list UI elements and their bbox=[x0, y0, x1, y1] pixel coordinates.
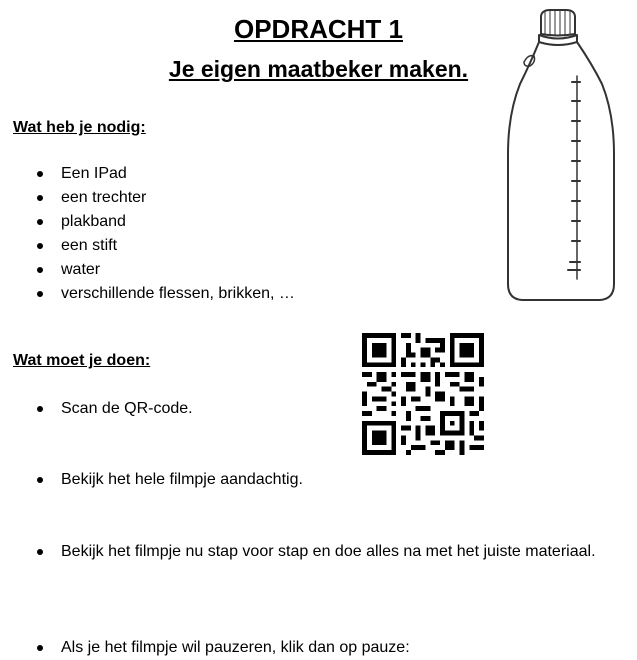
list-item: plakband bbox=[0, 210, 340, 234]
page-subtitle: Je eigen maatbeker maken. bbox=[168, 56, 469, 82]
needs-list bbox=[0, 162, 340, 306]
list-item: Als je het filmpje wil pauzeren, klik dan op pauze: bbox=[0, 636, 601, 660]
steps-list bbox=[0, 397, 600, 656]
needs-heading: Wat heb je nodig: bbox=[13, 119, 146, 136]
list-item: Bekijk het hele filmpje aandachtig. bbox=[0, 468, 601, 492]
list-item: Bekijk het filmpje nu stap voor stap en doe alles na met het juiste materiaal. bbox=[0, 540, 601, 564]
measuring-bottle-icon bbox=[500, 4, 625, 304]
list-item: Een IPad bbox=[0, 162, 340, 186]
list-item: water bbox=[0, 258, 340, 282]
list-item: een trechter bbox=[0, 186, 340, 210]
list-item: Scan de QR-code. bbox=[0, 397, 601, 421]
todo-heading: Wat moet je doen: bbox=[13, 352, 151, 369]
list-item: een stift bbox=[0, 234, 340, 258]
list-item: verschillende flessen, brikken, … bbox=[0, 282, 340, 306]
page-title: OPDRACHT 1 bbox=[233, 14, 403, 44]
